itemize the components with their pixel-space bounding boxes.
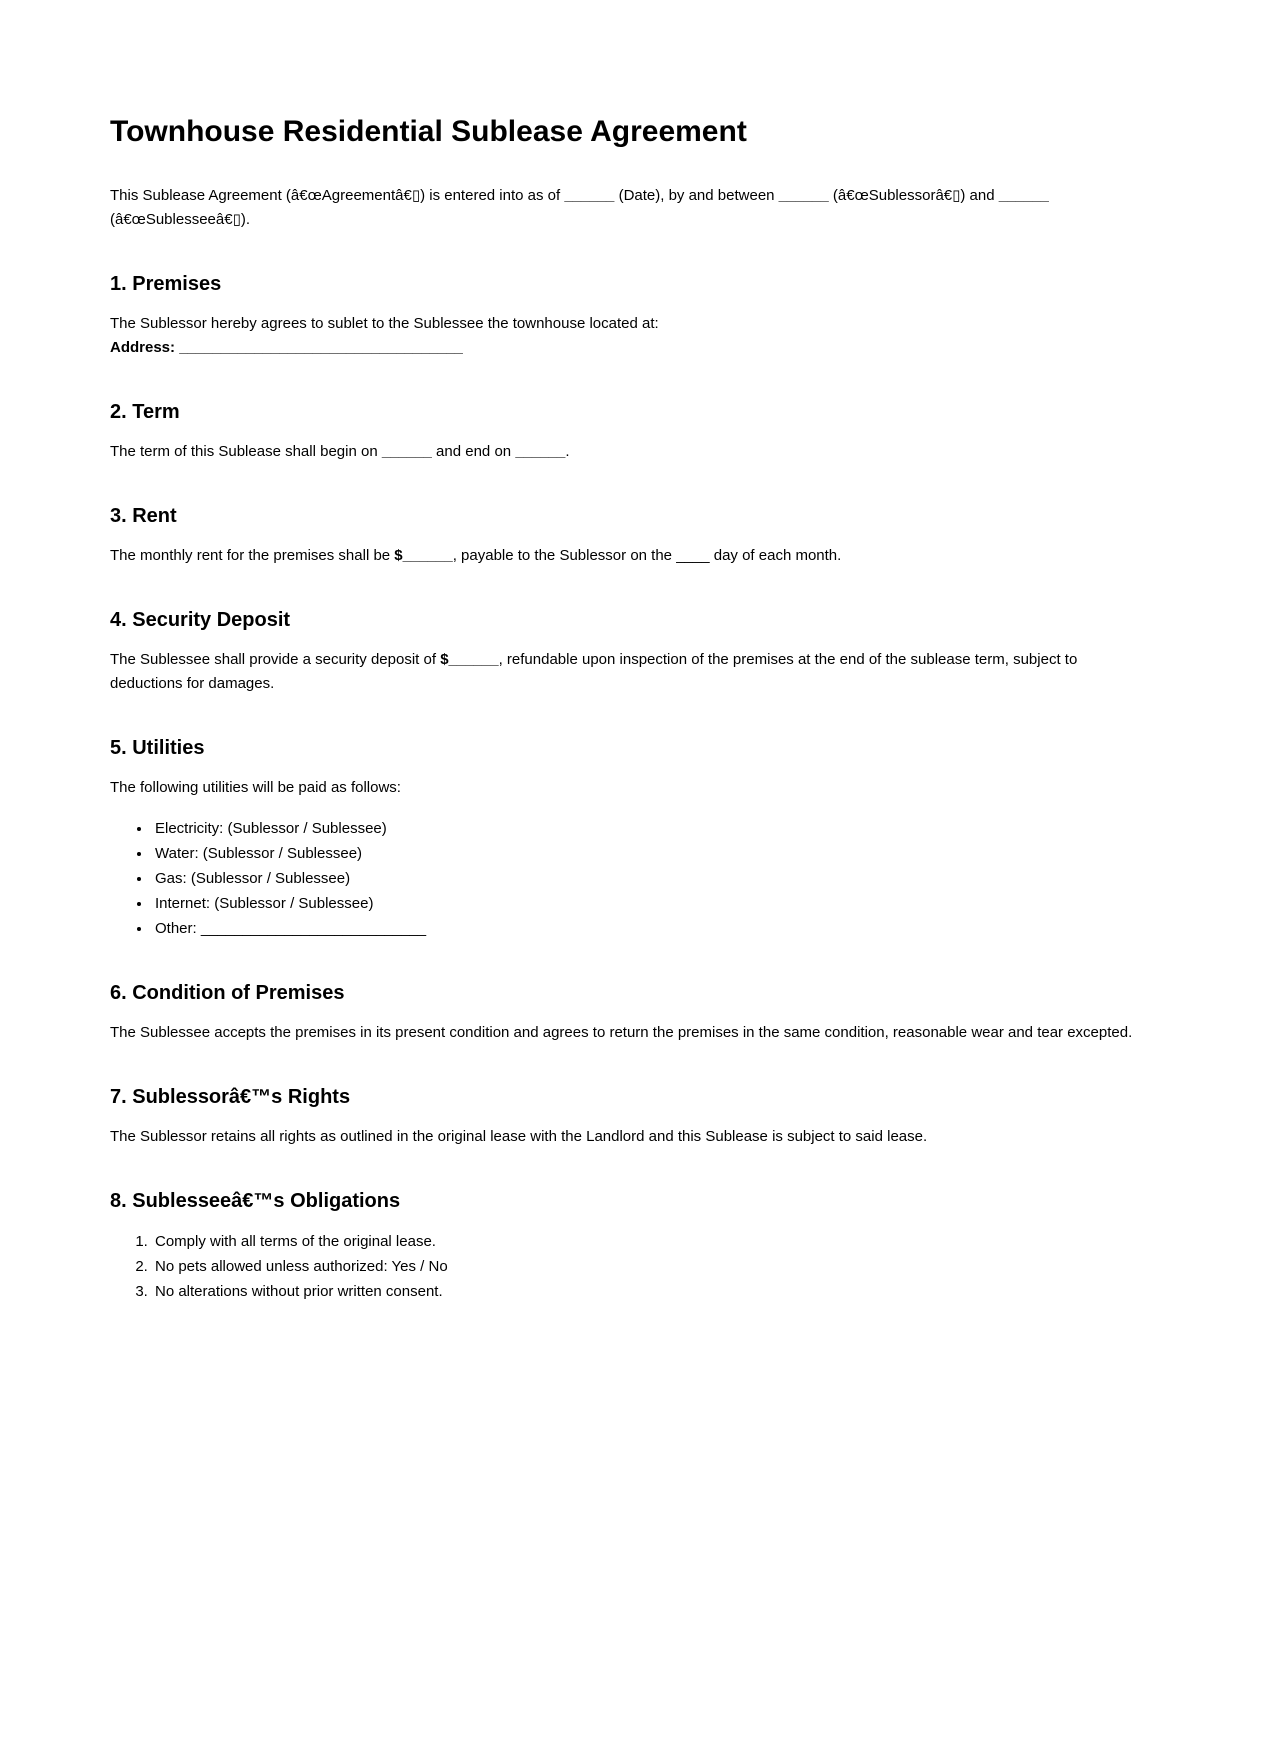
section-heading-sublessee-obligations: 8. Sublesseeâ€™s Obligations: [110, 1190, 401, 1212]
premises-text: The Sublessor hereby agrees to sublet to the Sublessee the townhouse located at:: [110, 315, 659, 332]
sublessee-name-blank: ______: [998, 187, 1049, 204]
sublessor-name-blank: ______: [778, 187, 829, 204]
section-heading-term: 2. Term: [110, 401, 180, 423]
sublessor-rights-paragraph: The Sublessor retains all rights as outlined in the original lease with the Landlord and this Sublease is subject to said lease.: [110, 1128, 928, 1145]
obligations-list: [110, 1229, 1153, 1304]
term-text-1: The term of this Sublease shall begin on: [110, 443, 382, 460]
utility-item-electricity: • Electricity: (Sublessor / Sublessee): [152, 816, 1153, 841]
utility-item-other: • Other: ___________________________: [152, 916, 1153, 941]
obligation-item-1: 1. Comply with all terms of the original lease.: [152, 1229, 1153, 1254]
intro-text-2: (Date), by and between: [614, 187, 779, 204]
rent-text-2: , payable to the Sublessor on the: [452, 547, 677, 564]
section-heading-condition: 6. Condition of Premises: [110, 982, 345, 1004]
security-deposit-paragraph: [110, 648, 1153, 696]
utility-item-internet: • Internet: (Sublessor / Sublessee): [152, 891, 1153, 916]
condition-paragraph: The Sublessee accepts the premises in its present condition and agrees to return the premises in the same condition, reasonable wear and tear excepted.: [110, 1024, 1133, 1041]
section-heading-rent: 3. Rent: [110, 505, 177, 527]
intro-text-3: (â€œSublessorâ€▯) and: [828, 187, 999, 204]
section-heading-sublessor-rights: 7. Sublessorâ€™s Rights: [110, 1086, 351, 1108]
document-title: Townhouse Residential Sublease Agreement: [110, 115, 747, 148]
utilities-list: [110, 816, 1153, 941]
term-paragraph: [110, 440, 1153, 464]
deposit-amount-blank: $______: [440, 651, 499, 668]
obligation-item-2: 2. No pets allowed unless authorized: Yes / No: [152, 1254, 1153, 1279]
rent-day-blank: ____: [676, 547, 710, 564]
intro-text-4: (â€œSublesseeâ€▯).: [110, 211, 250, 228]
rent-text-1: The monthly rent for the premises shall be: [110, 547, 395, 564]
section-heading-security-deposit: 4. Security Deposit: [110, 609, 291, 631]
term-end-blank: ______: [515, 443, 566, 460]
address-blank: __________________________________: [179, 339, 463, 356]
term-start-blank: ______: [381, 443, 432, 460]
utility-item-gas: • Gas: (Sublessor / Sublessee): [152, 866, 1153, 891]
intro-paragraph: [110, 184, 1153, 232]
obligation-item-3: 3. No alterations without prior written consent.: [152, 1279, 1153, 1304]
rent-paragraph: [110, 544, 1153, 568]
intro-text-1: This Sublease Agreement (â€œAgreementâ€▯) is entered into as of: [110, 187, 565, 204]
deposit-text-2: , refundable upon inspection of the premises at the end of the sublease term, subject to deductions for damages.: [110, 651, 1078, 692]
date-blank: ______: [564, 187, 615, 204]
section-heading-premises: 1. Premises: [110, 273, 222, 295]
address-label: Address:: [110, 339, 176, 356]
premises-paragraph: [110, 312, 1153, 360]
term-text-3: .: [565, 443, 570, 460]
utility-item-water: • Water: (Sublessor / Sublessee): [152, 841, 1153, 866]
utilities-paragraph: The following utilities will be paid as follows:: [110, 779, 401, 796]
rent-amount-blank: $______: [394, 547, 453, 564]
rent-text-3: day of each month.: [709, 547, 842, 564]
section-heading-utilities: 5. Utilities: [110, 737, 205, 759]
deposit-text-1: The Sublessee shall provide a security deposit of: [110, 651, 441, 668]
term-text-2: and end on: [431, 443, 516, 460]
